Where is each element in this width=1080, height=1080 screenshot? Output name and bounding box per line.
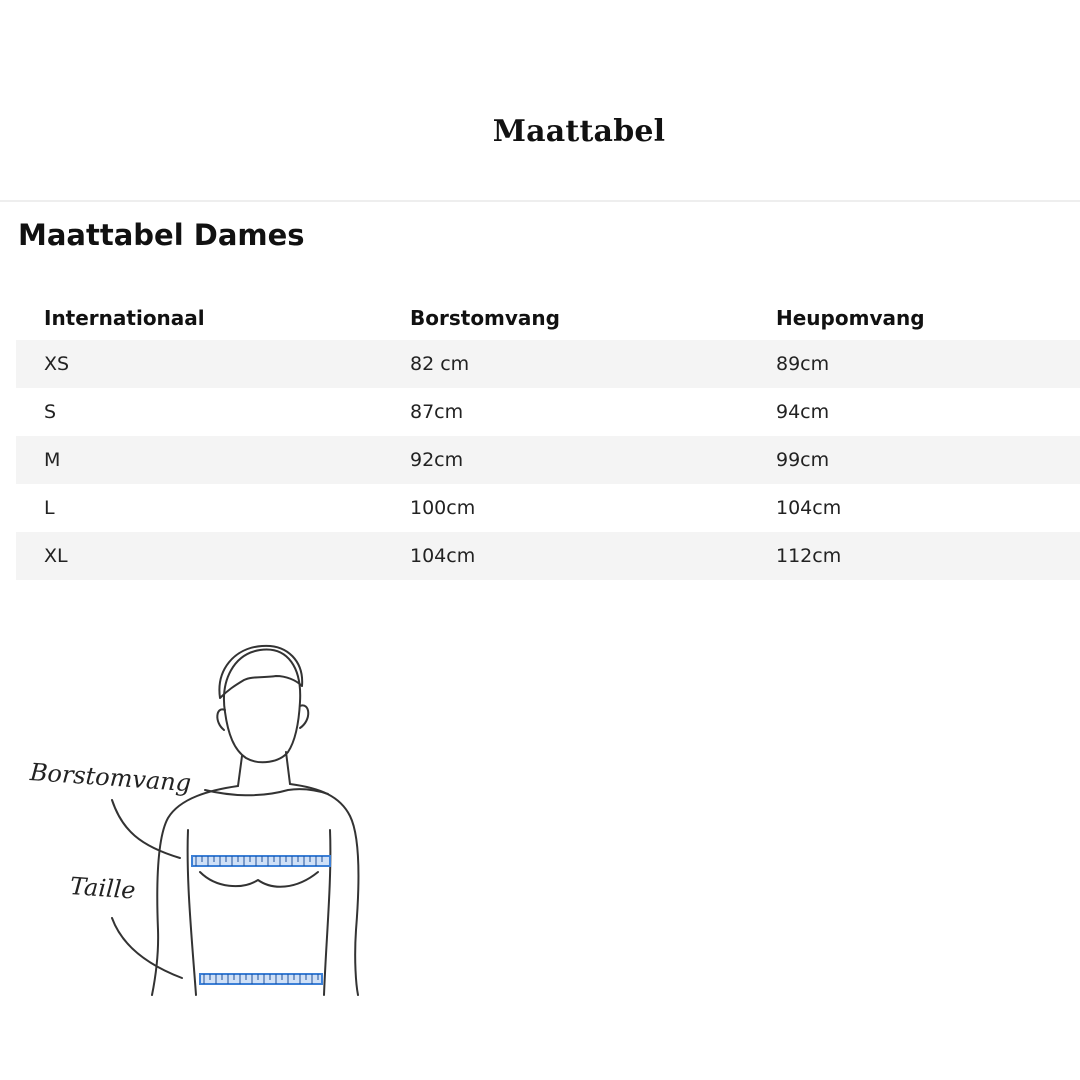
- hip-cell: 99cm: [748, 436, 1080, 484]
- chest-leader-line: [112, 800, 180, 858]
- left-torso: [188, 830, 196, 995]
- section-title: Maattabel Dames: [18, 218, 305, 252]
- chest-cell: 87cm: [410, 401, 464, 423]
- size-cell: S: [44, 401, 57, 423]
- hip-cell: 89cm: [748, 340, 1080, 388]
- chest-tape: [192, 856, 330, 866]
- size-cell: M: [16, 436, 382, 484]
- column-header-international: Internationaal: [44, 306, 205, 330]
- right-ear: [300, 705, 308, 728]
- waist-leader-line: [112, 918, 182, 978]
- table-row: [16, 532, 1080, 580]
- body-measurement-illustration: [20, 640, 380, 1000]
- table-row: [16, 340, 1080, 388]
- hip-cell: 104cm: [776, 497, 842, 519]
- chest-cell: 104cm: [382, 532, 748, 580]
- chest-measurement-label: Borstomvang: [29, 758, 193, 798]
- page-header: [0, 0, 1080, 202]
- hair-outline: [219, 646, 302, 698]
- chest-cell: 92cm: [382, 436, 748, 484]
- size-cell: XS: [16, 340, 382, 388]
- column-header-hip: Heupomvang: [776, 306, 925, 330]
- left-ear: [217, 709, 225, 730]
- page-title: Maattabel: [492, 114, 666, 149]
- pectorals: [200, 872, 318, 887]
- collar-bone: [205, 789, 328, 795]
- right-torso: [324, 830, 330, 995]
- size-cell: XL: [16, 532, 382, 580]
- chest-cell: 82 cm: [382, 340, 748, 388]
- hip-cell: 112cm: [748, 532, 1080, 580]
- table-header-row: [16, 296, 1080, 340]
- table-row: [16, 484, 1080, 532]
- column-header-chest: Borstomvang: [410, 306, 560, 330]
- chest-cell: 100cm: [410, 497, 476, 519]
- waist-tape: [200, 974, 322, 984]
- right-shoulder: [290, 784, 358, 995]
- waist-measurement-label: Taille: [69, 872, 137, 905]
- table-row: [16, 388, 1080, 436]
- size-table: [16, 296, 1080, 580]
- table-row: [16, 436, 1080, 484]
- size-cell: L: [44, 497, 55, 519]
- head-outline: [224, 650, 300, 763]
- neck-left: [238, 756, 242, 786]
- left-shoulder: [152, 786, 238, 995]
- neck-right: [286, 752, 290, 784]
- hip-cell: 94cm: [776, 401, 830, 423]
